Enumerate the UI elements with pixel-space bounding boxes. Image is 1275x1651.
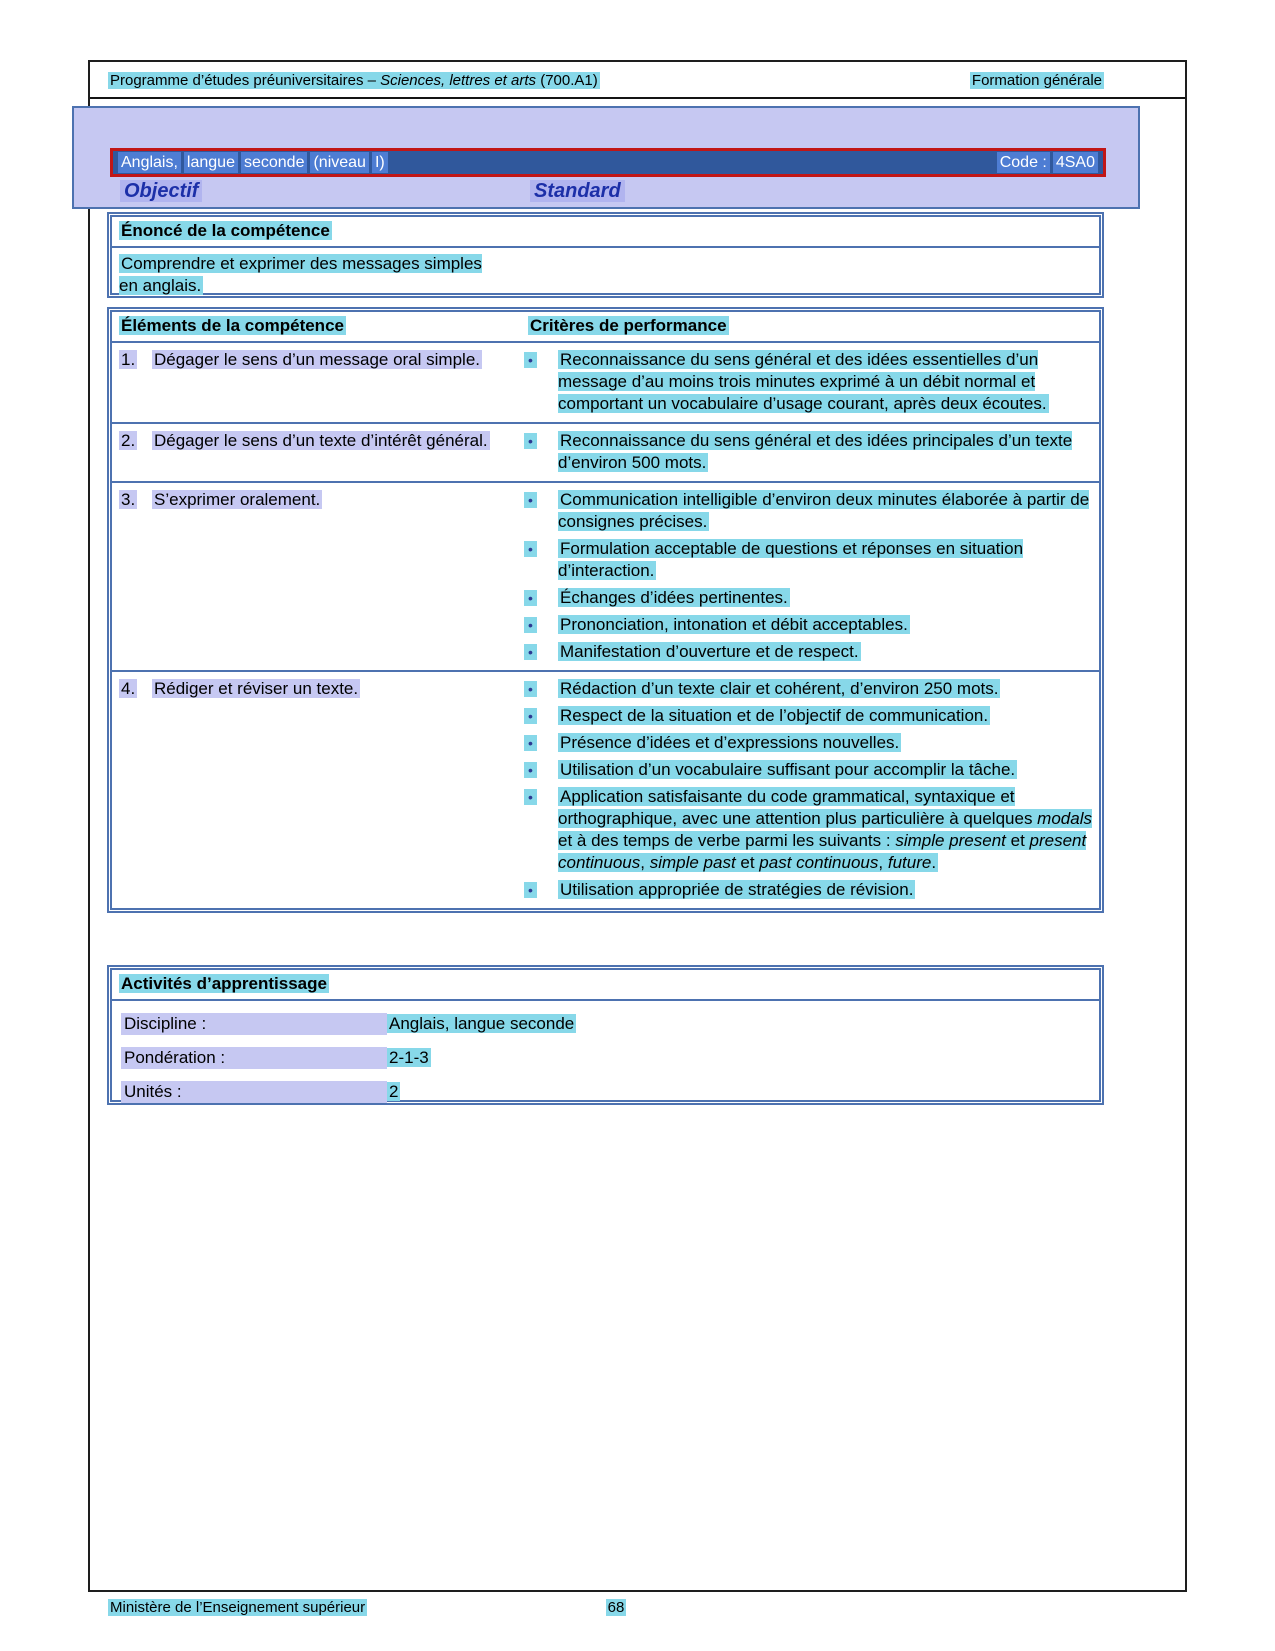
criterion-text-segment: , <box>640 853 650 872</box>
criterion-text-content: Formulation acceptable de questions et réponses en situation d’interaction. <box>558 539 1024 580</box>
criterion-text-segment: past continuous <box>759 853 879 872</box>
criterion <box>521 489 1099 533</box>
element-number <box>119 489 152 668</box>
competence-row <box>112 424 1099 483</box>
enonce-section-header <box>112 217 1099 248</box>
competence-element <box>112 349 521 420</box>
criterion-text-segment: et <box>735 853 760 872</box>
criterion-text-content: Reconnaissance du sens général et des idées principales d’un texte d’environ 500 mots. <box>558 431 1073 472</box>
footer-ministry-text: Ministère de l’Enseignement supérieur <box>110 1599 366 1616</box>
enonce-statement <box>119 253 494 297</box>
element-number-text: 4. <box>121 679 136 698</box>
criterion-rich-text <box>558 787 1092 872</box>
criterion-marker <box>521 879 558 901</box>
criterion-text <box>558 759 1098 781</box>
running-header-right-text: Formation générale <box>971 72 1102 89</box>
element-number-text: 2. <box>121 431 136 450</box>
element-text <box>152 678 497 906</box>
standard-heading-text: Standard <box>530 180 625 202</box>
enonce-section <box>107 212 1104 298</box>
criterion-marker <box>521 430 558 474</box>
competence-row <box>112 672 1099 908</box>
element-text <box>152 489 497 668</box>
running-header-left <box>108 71 600 90</box>
criterion-text <box>558 705 1098 727</box>
performance-criteria <box>521 489 1099 668</box>
criterion-marker <box>521 786 558 874</box>
header-program-code: (700.A1) <box>536 72 598 89</box>
criterion-text-content: Respect de la situation et de l’objectif de communication. <box>560 706 989 725</box>
criterion-marker <box>521 587 558 609</box>
header-program-name: Sciences, lettres et arts <box>380 72 537 89</box>
criterion-text-segment: modals <box>1037 809 1092 828</box>
element-text-content: Rédiger et réviser un texte. <box>154 679 359 698</box>
performance-criteria <box>521 678 1099 906</box>
unites-value <box>387 1081 400 1103</box>
discipline-label: Discipline : <box>121 1013 387 1035</box>
standard-heading <box>530 180 625 203</box>
activites-section-header <box>112 970 1099 1001</box>
criterion <box>521 705 1099 727</box>
criterion <box>521 349 1099 415</box>
discipline-value-text: Anglais, langue seconde <box>389 1014 575 1033</box>
element-text-content: S’exprimer oralement. <box>154 490 321 509</box>
criterion-text <box>558 538 1098 582</box>
criterion-text-content: Rédaction d’un texte clair et cohérent, d’environ 250 mots. <box>560 679 999 698</box>
criterion <box>521 614 1099 636</box>
course-title-word: (niveau <box>310 152 368 173</box>
criteres-column-header-text: Critères de performance <box>530 316 727 335</box>
criterion <box>521 587 1099 609</box>
criterion-text <box>558 641 1098 663</box>
criterion-marker <box>521 705 558 727</box>
objective-standard-panel <box>72 106 1140 209</box>
criterion-text <box>558 678 1098 700</box>
criterion <box>521 879 1099 901</box>
ponderation-label: Pondération : <box>121 1047 387 1069</box>
criterion <box>521 732 1099 754</box>
enonce-header-text: Énoncé de la compétence <box>121 221 330 240</box>
criterion-text-content: Échanges d’idées pertinentes. <box>560 588 788 607</box>
criterion <box>521 786 1099 874</box>
competence-row <box>112 483 1099 672</box>
criterion-text <box>558 786 1098 874</box>
competence-table-header <box>112 312 1099 343</box>
element-number <box>119 430 152 479</box>
criterion-text <box>558 489 1098 533</box>
criterion-marker <box>521 641 558 663</box>
element-number-text: 3. <box>121 490 136 509</box>
performance-criteria <box>521 349 1099 420</box>
bullet-icon: • <box>524 681 537 697</box>
course-title-bar <box>110 148 1106 177</box>
criterion-text <box>558 349 1098 415</box>
criterion-text-content: Communication intelligible d’environ deux minutes élaborée à partir de consignes précises. <box>558 490 1090 531</box>
objectif-heading <box>120 180 202 203</box>
criterion-text <box>558 587 1098 609</box>
course-code <box>997 152 1098 173</box>
criterion-text <box>558 614 1098 636</box>
element-number <box>119 678 152 906</box>
criterion-marker <box>521 349 558 415</box>
criterion-marker <box>521 759 558 781</box>
criterion-text <box>558 879 1098 901</box>
footer-ministry <box>108 1598 367 1617</box>
course-code-value: 4SA0 <box>1053 152 1098 173</box>
criterion-marker <box>521 489 558 533</box>
element-number <box>119 349 152 420</box>
bullet-icon: • <box>524 789 537 805</box>
elements-column-header <box>112 315 521 337</box>
activites-row-unites <box>112 1081 1099 1103</box>
footer-page-number <box>594 1598 638 1617</box>
criterion-text-content: Manifestation d’ouverture et de respect. <box>560 642 859 661</box>
discipline-value <box>387 1013 576 1035</box>
criterion-marker <box>521 538 558 582</box>
bullet-icon: • <box>524 762 537 778</box>
unites-label: Unités : <box>121 1081 387 1103</box>
competence-element <box>112 678 521 906</box>
criterion <box>521 759 1099 781</box>
element-text-content: Dégager le sens d’un message oral simple. <box>154 350 481 369</box>
criterion-text-segment: . <box>931 853 937 872</box>
running-header-right <box>970 71 1104 90</box>
criterion-text-segment: et à des temps de verbe parmi les suivants : <box>558 831 896 850</box>
course-title-word: langue <box>184 152 238 173</box>
running-header <box>108 71 1104 90</box>
criterion-text-segment: simple past <box>649 853 736 872</box>
header-rule <box>90 97 1185 99</box>
course-title-word: Anglais, <box>118 152 181 173</box>
elements-column-header-text: Éléments de la compétence <box>121 316 344 335</box>
bullet-icon: • <box>524 644 537 660</box>
criterion <box>521 538 1099 582</box>
course-title-word: seconde <box>241 152 308 173</box>
course-title <box>118 152 391 173</box>
criterion-text-segment: simple present <box>895 831 1006 850</box>
criterion-text <box>558 430 1098 474</box>
header-program-label: Programme d’études préuniversitaires – <box>110 72 381 89</box>
unites-value-text: 2 <box>389 1082 399 1101</box>
element-number-text: 1. <box>121 350 136 369</box>
element-text-content: Dégager le sens d’un texte d’intérêt général. <box>154 431 488 450</box>
competence-element <box>112 489 521 668</box>
criterion-text-content: Utilisation d’un vocabulaire suffisant pour accomplir la tâche. <box>560 760 1016 779</box>
bullet-icon: • <box>524 708 537 724</box>
criterion-text-segment: Application satisfaisante du code grammatical, syntaxique et orthographique, avec une attention plus particulière à quelques <box>558 787 1038 828</box>
activites-row-discipline <box>112 1013 1099 1035</box>
ponderation-value-text: 2-1-3 <box>389 1048 429 1067</box>
bullet-icon: • <box>524 352 537 368</box>
activites-header-text: Activités d’apprentissage <box>121 974 327 993</box>
criteres-column-header <box>521 315 729 337</box>
criterion-marker <box>521 614 558 636</box>
criterion-text-content: Prononciation, intonation et débit acceptables. <box>560 615 908 634</box>
objectif-heading-text: Objectif <box>120 180 202 202</box>
activites-section <box>107 965 1104 1105</box>
course-code-label: Code : <box>997 152 1050 173</box>
criterion-text-content: Reconnaissance du sens général et des idées essentielles d’un message d’au moins trois minutes exprimé à un débit normal et comportant un vocabulaire d’usage courant, après deux écoutes. <box>558 350 1047 413</box>
enonce-statement-text: Comprendre et exprimer des messages simples en anglais. <box>119 254 482 295</box>
course-title-word: I) <box>372 152 388 173</box>
ponderation-value <box>387 1047 431 1069</box>
competence-row <box>112 343 1099 424</box>
bullet-icon: • <box>524 590 537 606</box>
bullet-icon: • <box>524 492 537 508</box>
criterion-marker <box>521 732 558 754</box>
footer-page-number-text: 68 <box>607 1599 625 1616</box>
competence-element <box>112 430 521 479</box>
criterion-text-segment: present continuous <box>558 831 1087 872</box>
criterion-marker <box>521 678 558 700</box>
competence-table <box>107 307 1104 913</box>
bullet-icon: • <box>524 433 537 449</box>
criterion-text-segment: future <box>887 853 932 872</box>
criterion <box>521 430 1099 474</box>
running-header-left-text <box>108 72 600 89</box>
performance-criteria <box>521 430 1099 479</box>
bullet-icon: • <box>524 882 537 898</box>
activites-row-ponderation <box>112 1047 1099 1069</box>
enonce-body <box>112 248 1099 297</box>
bullet-icon: • <box>524 617 537 633</box>
criterion-text-segment: , <box>878 853 888 872</box>
criterion-text-content: Présence d’idées et d’expressions nouvelles. <box>560 733 900 752</box>
bullet-icon: • <box>524 541 537 557</box>
bullet-icon: • <box>524 735 537 751</box>
criterion <box>521 641 1099 663</box>
criterion-text-content: Utilisation appropriée de stratégies de révision. <box>560 880 914 899</box>
element-text <box>152 349 497 420</box>
criterion-text <box>558 732 1098 754</box>
criterion-text-segment: et <box>1005 831 1030 850</box>
criterion <box>521 678 1099 700</box>
element-text <box>152 430 497 479</box>
